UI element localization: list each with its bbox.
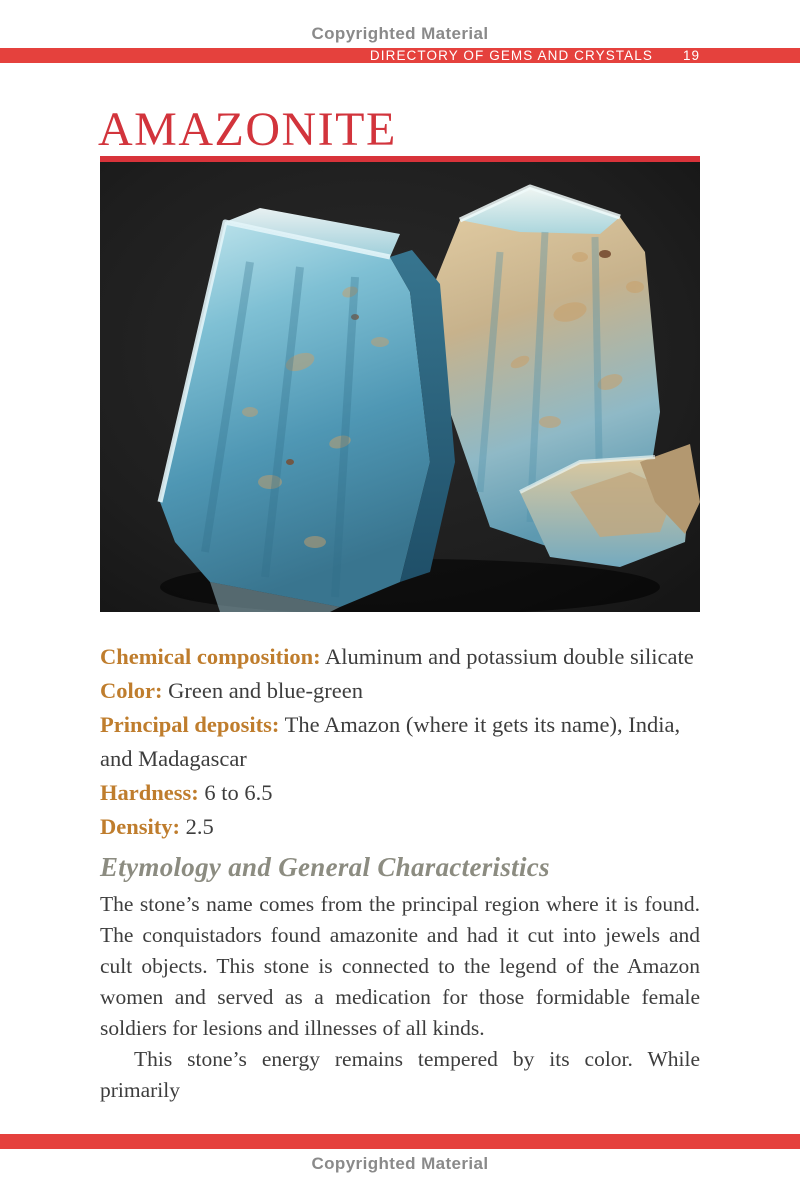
paragraph: This stone’s energy remains tempered by its color. While primarily xyxy=(100,1047,700,1102)
amazonite-crystal-illustration xyxy=(100,162,700,612)
property-hardness xyxy=(100,776,700,810)
property-label: Hardness: xyxy=(100,780,199,805)
paragraph: The stone’s name comes from the principal region where it is found. The conquistadors found amazonite and had it cut into jewels and cult objects. This stone is connected to the legend of the Amazon women and served as a medication for those formidable female soldiers for lesions and illnesses of all kinds. xyxy=(100,892,700,1040)
property-value: 6 to 6.5 xyxy=(204,780,273,805)
bottom-watermark: Copyrighted Material xyxy=(311,1154,489,1173)
property-label: Chemical composition: xyxy=(100,644,321,669)
article-title: AMAZONITE xyxy=(98,103,397,156)
property-value: Green and blue-green xyxy=(168,678,364,703)
top-watermark: Copyrighted Material xyxy=(311,24,489,43)
property-label: Color: xyxy=(100,678,163,703)
property-list xyxy=(100,640,700,844)
page-header-bar xyxy=(0,48,800,63)
page-number: 19 xyxy=(682,48,700,63)
property-value: The Amazon (where it gets its name), India, and Madagascar xyxy=(100,712,681,771)
property-density xyxy=(100,810,700,844)
property-principal-deposits xyxy=(100,708,700,776)
property-value: 2.5 xyxy=(185,814,214,839)
section-heading: Etymology and General Characteristics xyxy=(100,852,550,882)
property-label: Density: xyxy=(100,814,180,839)
property-chemical-composition xyxy=(100,640,700,674)
body-text xyxy=(100,889,700,1106)
amazonite-photo xyxy=(100,162,700,612)
property-color xyxy=(100,674,700,708)
footer-bar xyxy=(0,1134,800,1149)
property-value: Aluminum and potassium double silicate xyxy=(325,644,694,669)
property-label: Principal deposits: xyxy=(100,712,280,737)
running-head-title: DIRECTORY OF GEMS AND CRYSTALS xyxy=(369,48,653,63)
